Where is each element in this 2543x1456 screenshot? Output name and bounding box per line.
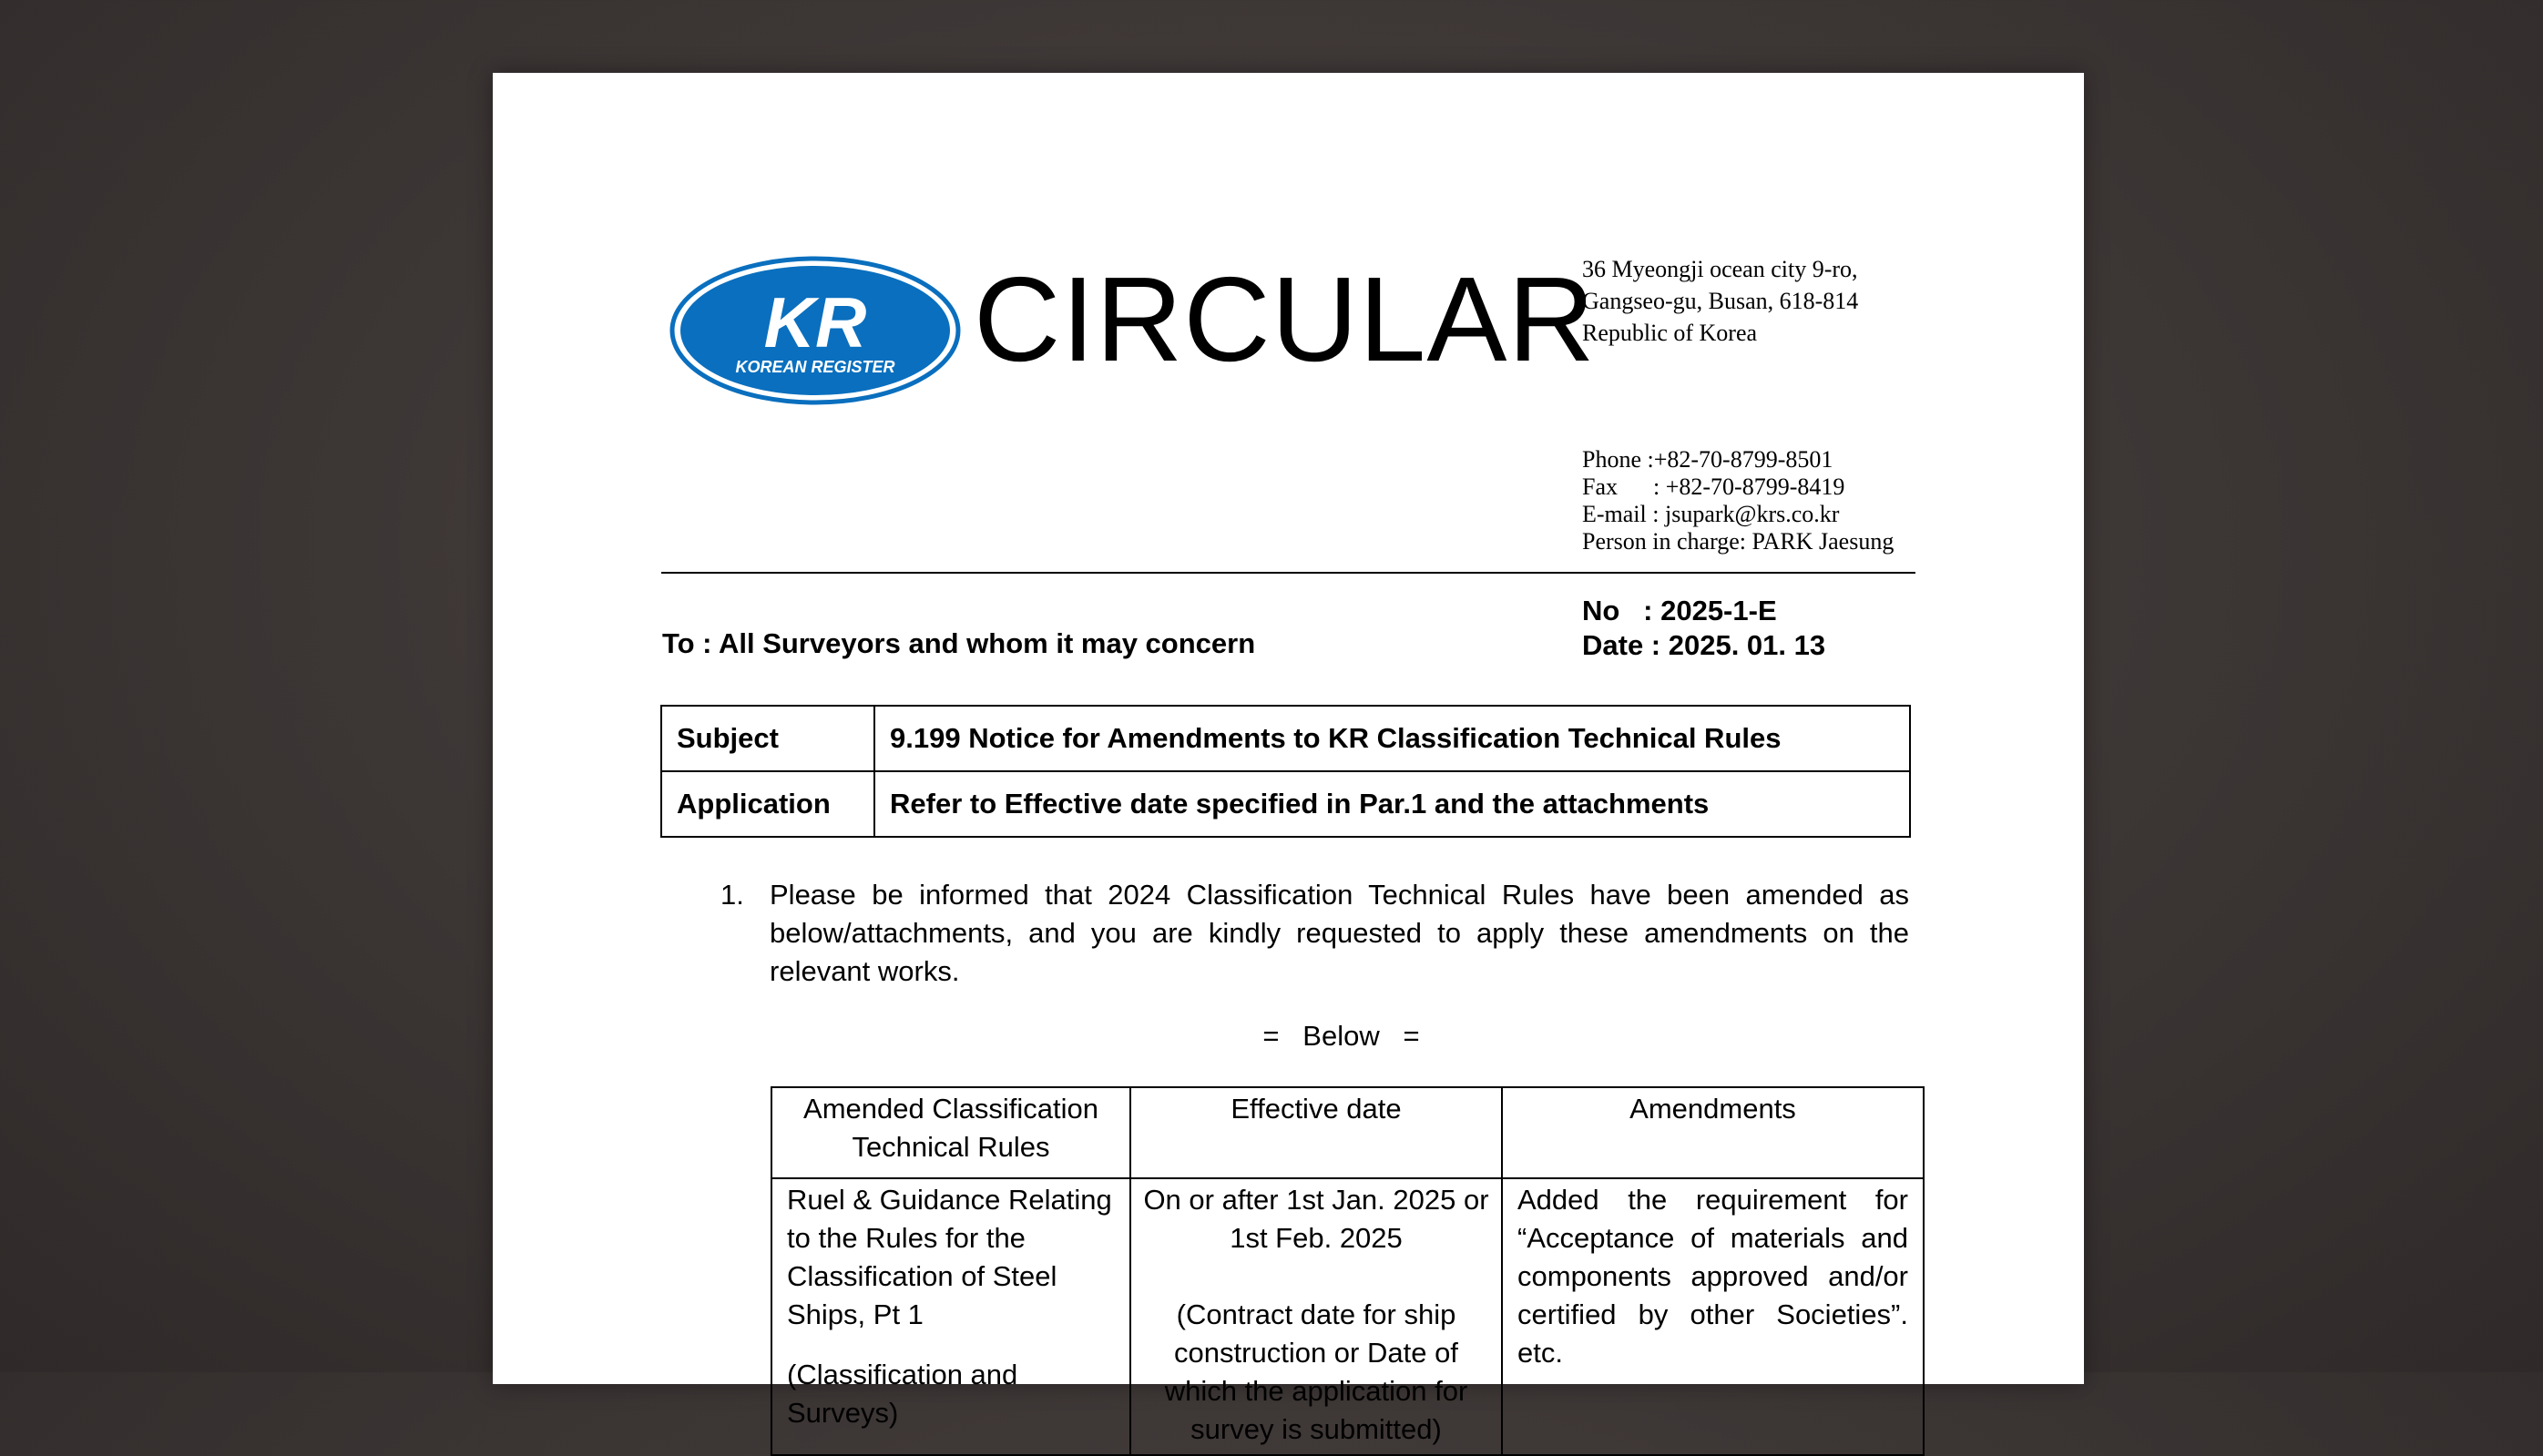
paragraph-text: Please be informed that 2024 Classification Technical Rules have been amended as below/attachments, and you are kindly requested to apply these amendments on the relevant works. (770, 879, 1909, 987)
table-row (771, 1178, 1924, 1455)
application-row (661, 771, 1910, 837)
table-header-row (771, 1087, 1924, 1178)
recipient-line: To : All Surveyors and whom it may concern (662, 627, 1256, 659)
contact-block (1582, 446, 1965, 555)
email-address: E-mail : jsupark@krs.co.kr (1582, 501, 1840, 527)
subject-label: Subject (661, 706, 874, 771)
subject-row (661, 706, 1910, 771)
address-line: Republic of Korea (1582, 320, 1758, 346)
subject-value: 9.199 Notice for Amendments to KR Classification Technical Rules (874, 706, 1910, 771)
person-in-charge: Person in charge: PARK Jaesung (1582, 528, 1894, 555)
amendment-cell: Added the requirement for “Acceptance of materials and components approved and/or certified by other Societies”. etc. (1502, 1178, 1924, 1455)
effective-date: On or after 1st Jan. 2025 or 1st Feb. 2025 (1143, 1184, 1489, 1254)
address-line: 36 Myeongji ocean city 9-ro, (1582, 256, 1858, 282)
document-title: CIRCULAR (974, 252, 1596, 386)
application-label: Application (661, 771, 874, 837)
logo-mark: KR (763, 282, 867, 362)
logo-name: KOREAN REGISTER (735, 358, 895, 376)
address-line: Gangseo-gu, Busan, 618-814 (1582, 288, 1859, 314)
korean-register-logo (669, 256, 961, 406)
address-block (1582, 253, 1965, 349)
application-value: Refer to Effective date specified in Par.1 and the attachments (874, 771, 1910, 837)
circular-number: No : 2025-1-E (1582, 595, 1777, 626)
circular-document (493, 73, 2084, 1445)
effective-date-cell (1130, 1178, 1502, 1455)
phone-number: Phone :+82-70-8799-8501 (1582, 446, 1833, 473)
rule-note: (Classification and Surveys) (787, 1359, 1018, 1429)
circular-date: Date : 2025. 01. 13 (1582, 629, 1826, 661)
rule-cell (771, 1178, 1130, 1455)
below-heading: = Below = (1262, 1020, 1420, 1052)
amendments-table (771, 1086, 1925, 1456)
column-header-effective-date: Effective date (1130, 1087, 1502, 1178)
rule-name: Ruel & Guidance Relating to the Rules for the Classification of Steel Ships, Pt 1 (787, 1184, 1112, 1330)
paragraph-number: 1. (720, 879, 744, 911)
subject-table (660, 705, 1911, 838)
paragraph-1 (720, 876, 1909, 991)
fax-number: Fax : +82-70-8799-8419 (1582, 473, 1845, 500)
column-header-rules: Amended Classification Technical Rules (771, 1087, 1130, 1178)
circular-number-date (1582, 594, 1825, 663)
column-header-amendments: Amendments (1502, 1087, 1924, 1178)
header-divider (661, 572, 1915, 574)
effective-date-note: (Contract date for ship construction or Date of which the application for survey is submitted) (1164, 1298, 1468, 1445)
